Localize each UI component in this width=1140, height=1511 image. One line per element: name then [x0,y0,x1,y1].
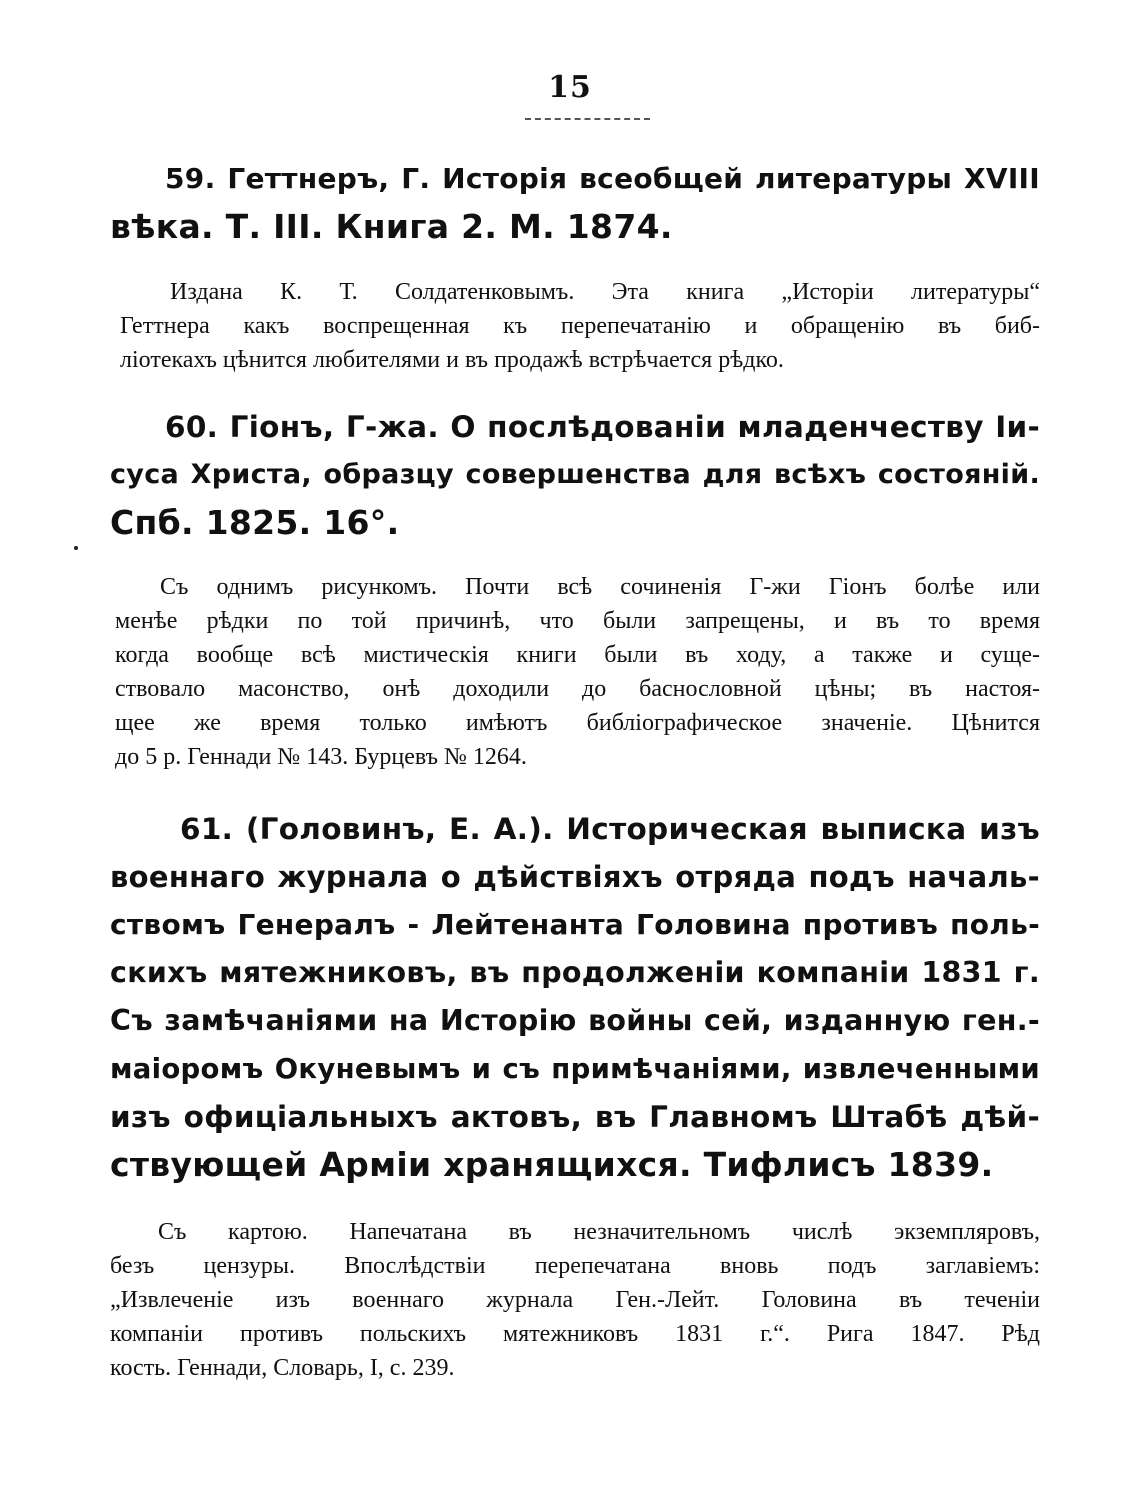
entry-title-line: суса Христа, образцу совершенства для всѣхъ состояній. [110,459,1040,490]
note-line: безъ цензуры. Впослѣдствіи перепечатана вновь подъ заглавіемъ: [110,1253,1040,1279]
entry-title-line: ствомъ Генералъ - Лейтенанта Головина противъ поль- [110,908,1040,941]
entry-61-note [110,1215,1040,1385]
entry-title-line: вѣка. Т. III. Книга 2. М. 1874. [110,207,673,246]
note-line: щее же время только имѣютъ библіографическое значеніе. Цѣнится [115,710,1040,736]
entry-title-line: 59. Геттнеръ, Г. Исторія всеобщей литературы XVIII [165,162,1040,195]
entry-59-note [120,275,1040,377]
entry-title-line: 60. Гіонъ, Г-жа. О послѣдованіи младенчеству Іи- [165,410,1040,444]
entry-title-line: Спб. 1825. 16°. [110,503,400,542]
header-rule [525,118,650,120]
entry-title-line: изъ офиціальныхъ актовъ, въ Главномъ Штабѣ дѣй- [110,1100,1040,1134]
note-line: до 5 р. Геннади № 143. Бурцевъ № 1264. [115,744,527,770]
entry-60-note [115,570,1040,774]
note-line: Геттнера какъ воспрещенная къ перепечатанію и обращенію въ биб- [120,313,1040,339]
print-speck [74,546,78,550]
note-line: ліотекахъ цѣнится любителями и въ продажѣ встрѣчается рѣдко. [120,347,784,373]
note-line: когда вообще всѣ мистическія книги были въ ходу, а также и суще- [115,642,1040,668]
note-line: компаніи противъ польскихъ мятежниковъ 1831 г.“. Рига 1847. Рѣд [110,1321,1040,1347]
entry-title-line: скихъ мятежниковъ, въ продолженіи компаніи 1831 г. [110,956,1040,989]
entry-60-title [110,403,1040,547]
entry-title-line: маіоромъ Окуневымъ и съ примѣчаніями, извлеченными [110,1053,1040,1085]
note-line: Съ однимъ рисункомъ. Почти всѣ сочиненія Г-жи Гіонъ болѣе или [160,574,1040,600]
entry-59-title [110,155,1040,251]
entry-title-line: военнаго журнала о дѣйствіяхъ отряда подъ началь- [110,860,1040,894]
note-line: „Извлеченіе изъ военнаго журнала Ген.-Лейт. Головина въ теченіи [110,1287,1040,1313]
note-line: Издана К. Т. Солдатенковымъ. Эта книга „Исторіи литературы“ [170,279,1040,305]
entry-title-line: Съ замѣчаніями на Исторію войны сей, изданную ген.- [110,1004,1040,1037]
entry-61-title [110,805,1040,1189]
note-line: кость. Геннади, Словарь, I, с. 239. [110,1355,455,1381]
page-number: 15 [548,70,592,105]
note-line: менѣе рѣдки по той причинѣ, что были запрещены, и въ то время [115,608,1040,634]
note-line: Съ картою. Напечатана въ незначительномъ числѣ экземпляровъ, [158,1219,1040,1245]
note-line: ствовало масонство, онѣ доходили до баснословной цѣны; въ настоя- [115,676,1040,702]
entry-title-line: 61. (Головинъ, Е. А.). Историческая выписка изъ [180,812,1040,846]
entry-title-line: ствующей Арміи хранящихся. Тифлисъ 1839. [110,1145,994,1184]
